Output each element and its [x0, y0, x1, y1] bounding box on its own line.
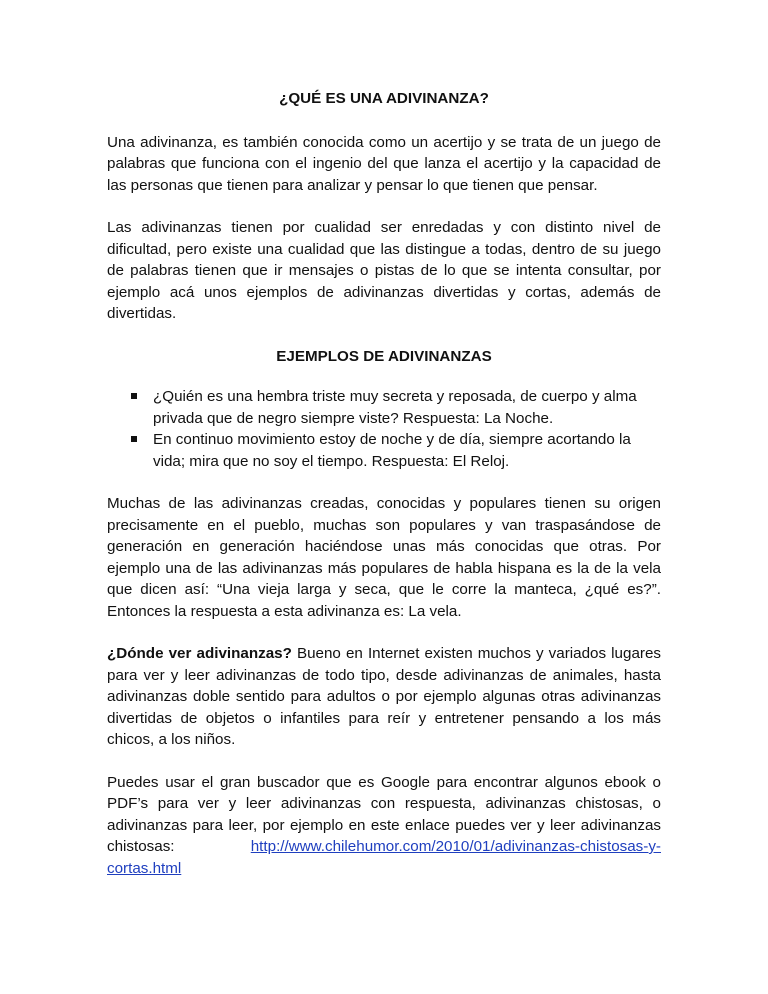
- donde-lead: ¿Dónde ver adivinanzas?: [107, 645, 292, 662]
- intro-paragraph: Una adivinanza, es también conocida como un acertijo y se trata de un juego de palabras que funciona con el ingenio del que lanza el acertijo y la capacidad de las personas que tienen para analizar y pensar lo que tienen que pensar.: [107, 133, 661, 194]
- page-title: ¿QUÉ ES UNA ADIVINANZA?: [279, 90, 489, 107]
- example-text: ¿Quién es una hembra triste muy secreta y reposada, de cuerpo y alma privada que de negro siempre viste? Respuesta: La Noche.: [153, 388, 637, 427]
- square-bullet-icon: [131, 393, 137, 399]
- list-item: [107, 429, 661, 472]
- chilehumor-link[interactable]: http://www.chilehumor.com/2010/01/adivinanzas-chistosas-y-cortas.html: [107, 838, 661, 877]
- buscador-paragraph: [107, 772, 661, 880]
- donde-paragraph: [107, 643, 661, 751]
- buscador-text: Puedes usar el gran buscador que es Google para encontrar algunos ebook o PDF’s para ver y leer adivinanzas con respuesta, adivinanzas chistosas, o adivinanzas para leer, por ejemplo en este enlace puedes ver y leer adivinanzas chistosas:: [107, 773, 661, 855]
- examples-list: [107, 386, 661, 472]
- document-page: [107, 88, 661, 900]
- cualidad-paragraph: Las adivinanzas tienen por cualidad ser enredadas y con distinto nivel de dificultad, pero existe una cualidad que las distingue a todas, dentro de su juego de palabras tienen que ir mensajes o pistas de lo que se intenta consultar, por ejemplo acá unos ejemplos de adivinanzas divertidas y cortas, además de divertidas.: [107, 219, 661, 322]
- donde-text: Bueno en Internet existen muchos y variados lugares para ver y leer adivinanzas de todo tipo, desde adivinanzas de animales, hasta adivinanzas doble sentido para adultos o por ejemplo algunas otras adivinanzas divertidas de objetos o infantiles para reír y entretener pensando a los más chicos, a los niños.: [107, 645, 661, 748]
- example-text: En continuo movimiento estoy de noche y de día, siempre acortando la vida; mira que no soy el tiempo. Respuesta: El Reloj.: [153, 431, 631, 470]
- examples-heading: EJEMPLOS DE ADIVINANZAS: [276, 347, 492, 365]
- origen-paragraph: Muchas de las adivinanzas creadas, conocidas y populares tienen su origen precisamente en el pueblo, muchas son populares y van traspasándose de generación en generación haciéndose unas más conocidas que otras. Por ejemplo una de las adivinanzas más populares de habla hispana es la de la vela que dicen así: “Una vieja larga y seca, que le corre la manteca, ¿qué es?”. Entonces la respuesta a esta adivinanza es: La vela.: [107, 495, 661, 620]
- square-bullet-icon: [131, 436, 137, 442]
- list-item: [107, 386, 661, 429]
